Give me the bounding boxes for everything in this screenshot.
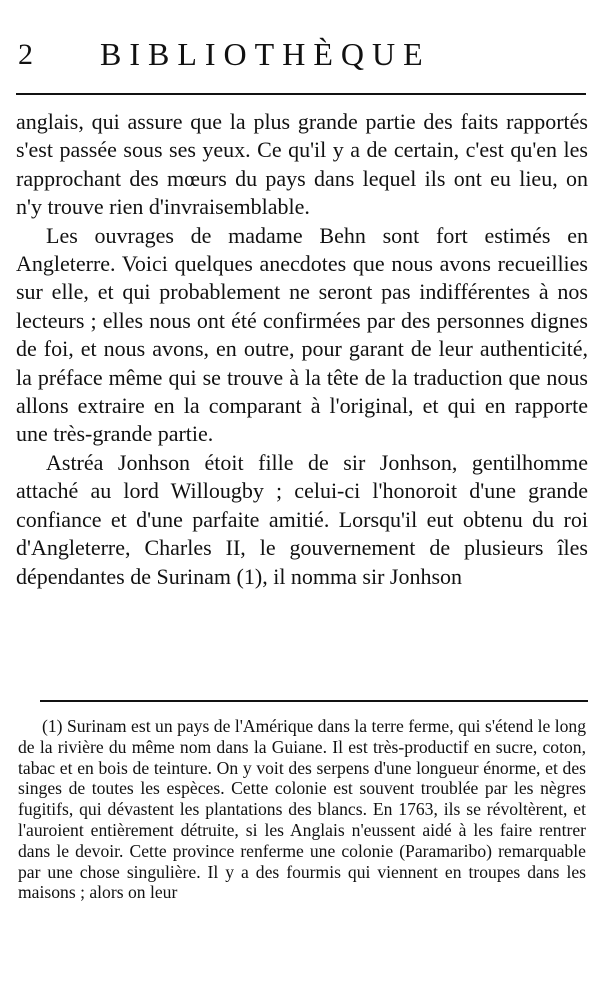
paragraph-continued: anglais, qui assure que la plus grande partie des faits rapportés s'est passée sous ses yeux. Ce qu'il y a de certain, c'est qu'en les rapprochant des mœurs du pays dans lequel ils ont eu lieu, on n'y trouve rien d'invraisemblable. (16, 109, 588, 220)
paragraph-behn-works: Les ouvrages de madame Behn sont fort estimés en Angleterre. Voici quelques anecdotes que nous avons recueillies sur elle, et qui probablement ne seront pas indifférentes à nos lecteurs ; elles nous ont été confirmées par des personnes dignes de foi, et nous avons, en outre, pour garant de leur authenticité, la préface même qui se trouve à la tête de la traduction que nous allons extraire en la comparant à l'original, et qui en rapporte une très-grande partie. (16, 222, 588, 447)
footnote-rule (40, 700, 588, 702)
running-title: BIBLIOTHÈQUE (100, 36, 431, 72)
paragraph-astrea-jonhson: Astréa Jonhson étoit fille de sir Jonhson, gentilhomme attaché au lord Willougby ; celui-ci l'honoroit d'une grande confiance et d'une parfaite amitié. Lorsqu'il eut obtenu du roi d'Angleterre, Charles II, le gouvernement de plusieurs îles dépendantes de Surinam (1), il nomma sir Jonhson (16, 449, 588, 589)
page-header (18, 38, 578, 78)
page-number: 2 (18, 38, 33, 71)
footnote-text: (1) Surinam est un pays de l'Amérique dans la terre ferme, qui s'étend le long de la rivière du même nom dans la Guiane. Il est très-productif en sucre, coton, tabac et en bois de teinture. On y voit des serpens d'une longueur énorme, et des singes de toutes les espèces. Cette colonie est souvent troublée par les nègres fugitifs, qui dévastent les plantations des blancs. En 1763, ils se révoltèrent, et l'auroient entièrement détruite, si les Anglais n'eussent aidé à les faire rentrer dans le devoir. Cette province renferme une colonie (Paramaribo) remarquable par une chose singulière. Il y a des fourmis qui viennent en troupes dans les maisons ; alors on leur (18, 716, 586, 903)
footnote (18, 716, 586, 903)
header-rule (16, 93, 586, 95)
main-text (16, 108, 588, 591)
